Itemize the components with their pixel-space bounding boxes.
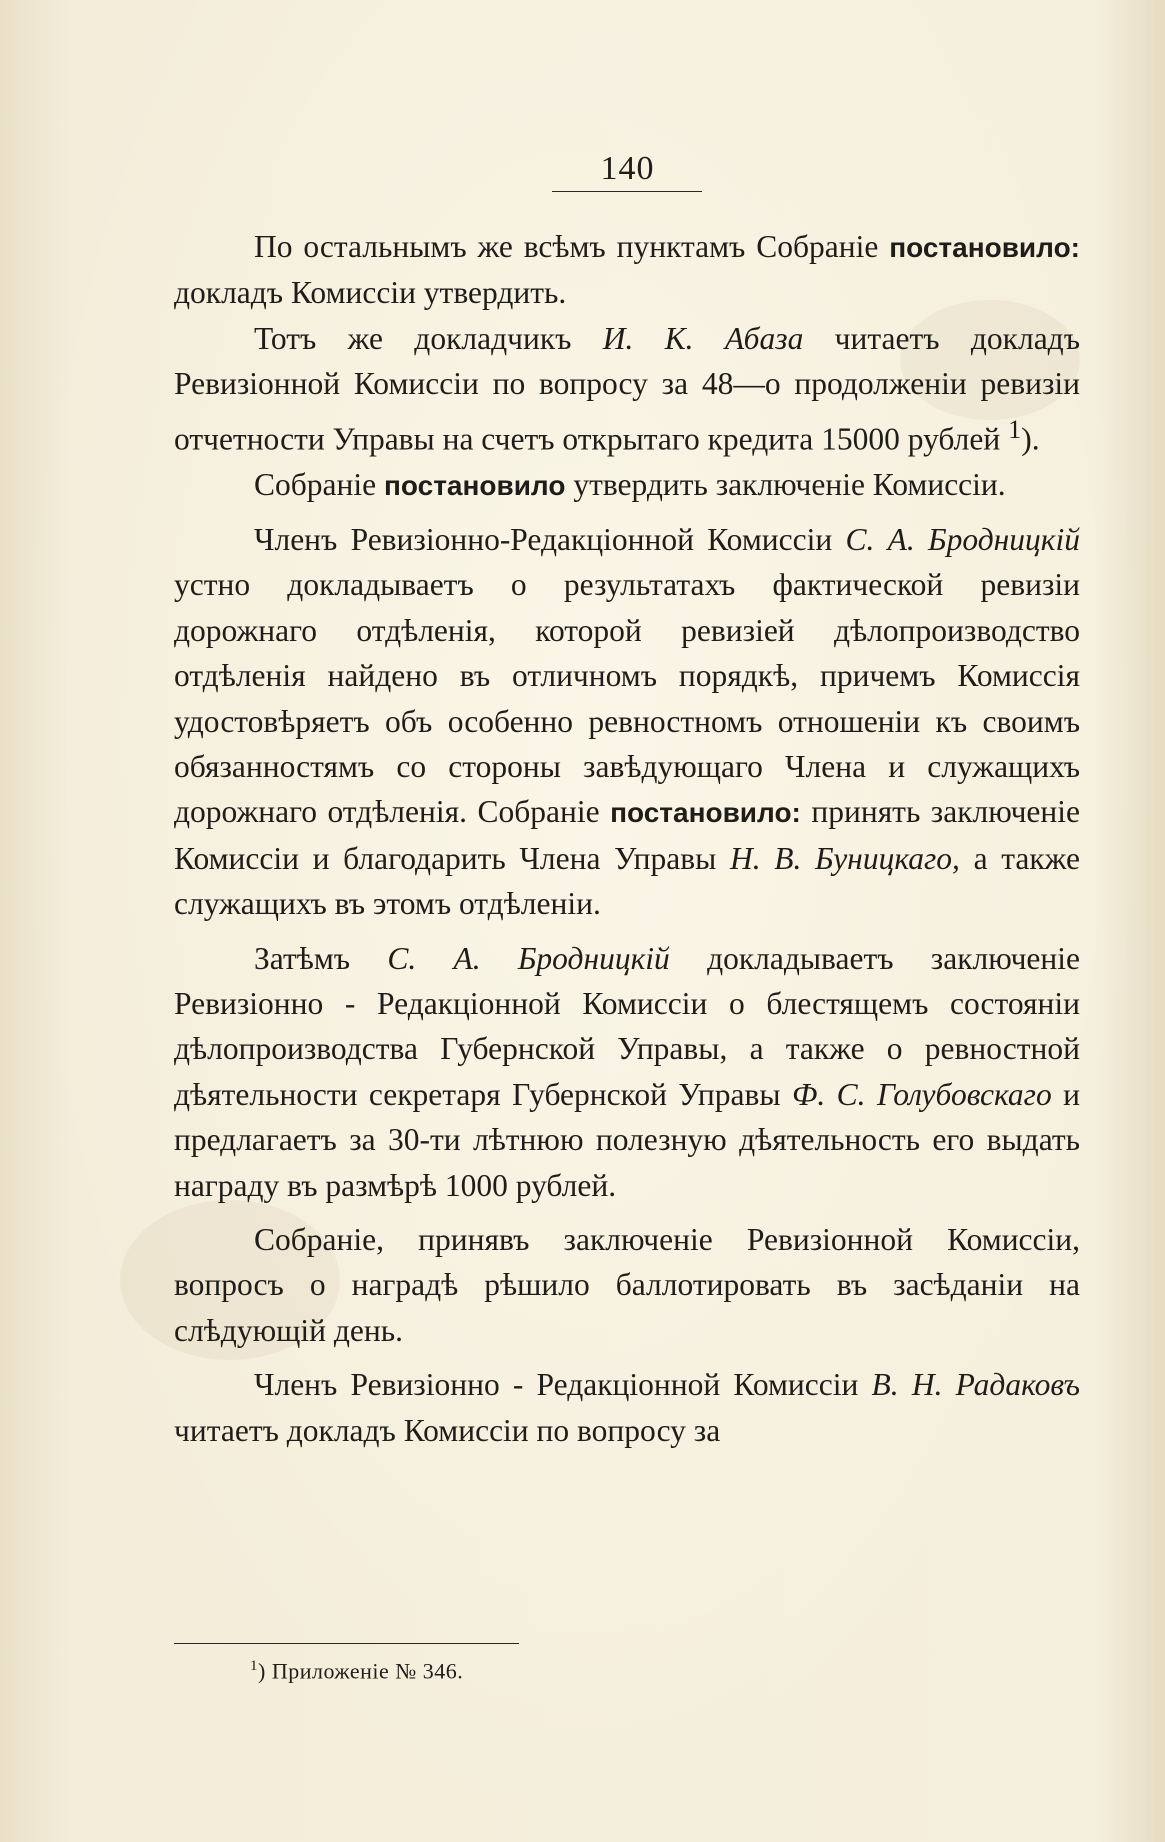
text-run: устно докладываетъ о результатахъ фактической ревизіи дорожнаго отдѣленія, которой ревизіей дѣлопроизводство отдѣленія найдено въ отличномъ порядкѣ, причемъ Комиссія удостовѣряетъ объ особенно ревностномъ отношеніи къ своимъ обязанностямъ со стороны завѣдующаго Члена и служащихъ дорожнаго отдѣленія. Собраніе: [174, 567, 1080, 830]
text-run: Тотъ же докладчикъ: [254, 320, 603, 356]
italic-name-run: Н. В. Буницкаго,: [729, 840, 960, 876]
text-run: а также служащихъ въ этомъ отдѣленіи.: [174, 840, 1081, 922]
body-text: [174, 224, 1080, 1453]
footnote-text: ) Приложеніе № 346.: [258, 1658, 464, 1684]
footnote-ref: 1: [1008, 414, 1022, 444]
text-run: Собраніе, принявъ заключеніе Ревизіонной Комиссіи, вопросъ о наградѣ рѣшило баллотировать въ засѣданіи на слѣдующій день.: [174, 1222, 1080, 1348]
body-paragraph: [174, 1217, 1080, 1353]
italic-name-run: И. К. Абаза: [602, 320, 804, 356]
italic-name-run: С. А. Бродницкій: [845, 521, 1080, 557]
body-paragraph: [174, 462, 1080, 508]
page-number: 140: [600, 150, 655, 187]
body-paragraph: [174, 224, 1080, 316]
text-run: Членъ Ревизіонно - Редакціонной Комиссіи: [254, 1367, 872, 1403]
text-run: По остальнымъ же всѣмъ пунктамъ Собраніе: [254, 229, 890, 264]
footnote-marker: 1: [250, 1658, 258, 1674]
text-run: докладываетъ заключеніе Ревизіонно - Редакціонной Комиссіи о блестящемъ состояніи дѣлопроизводства Губернской Управы, а также о ревностной дѣятельности секретаря Губернской Управы: [174, 940, 1080, 1112]
body-paragraph: [174, 316, 1080, 462]
body-paragraph: [174, 1362, 1080, 1453]
text-run: Собраніе: [254, 466, 384, 502]
bold-text-run: постановило: [383, 469, 566, 501]
text-run: читаетъ докладъ Ревизіонной Комиссіи по вопросу за 48—о продолженіи ревизіи отчетности Управы на счетъ открытаго кредита 15000 рублей: [174, 320, 1080, 457]
footnote: [250, 1658, 463, 1684]
text-run: ).: [1021, 421, 1040, 457]
italic-name-run: С. А. Бродницкій: [387, 940, 670, 976]
text-run: и предлагаетъ за 30-ти лѣтнюю полезную дѣятельность его выдать награду въ размѣрѣ 1000 рублей.: [174, 1076, 1081, 1203]
text-run: утвердить заключеніе Комиссіи.: [565, 466, 1006, 502]
body-paragraph: [174, 517, 1080, 927]
page-number-rule: [552, 191, 702, 192]
text-run: докладъ Комиссіи утвердить.: [174, 275, 567, 311]
bold-text-run: постановило:: [889, 232, 1080, 263]
italic-name-run: Ф. С. Голубовскаго: [792, 1076, 1052, 1112]
italic-name-run: В. Н. Радаковъ: [871, 1367, 1081, 1403]
text-run: Затѣмъ: [254, 940, 388, 976]
text-run: Членъ Ревизіонно-Редакціонной Комиссіи: [254, 521, 846, 557]
body-paragraph: [174, 936, 1080, 1208]
text-run: читаетъ докладъ Комиссіи по вопросу за: [174, 1412, 721, 1448]
text-run: принять заключеніе Комиссіи и благодарить Члена Управы: [174, 794, 1081, 876]
footnote-rule: [174, 1643, 519, 1644]
bold-text-run: постановило:: [610, 797, 801, 829]
